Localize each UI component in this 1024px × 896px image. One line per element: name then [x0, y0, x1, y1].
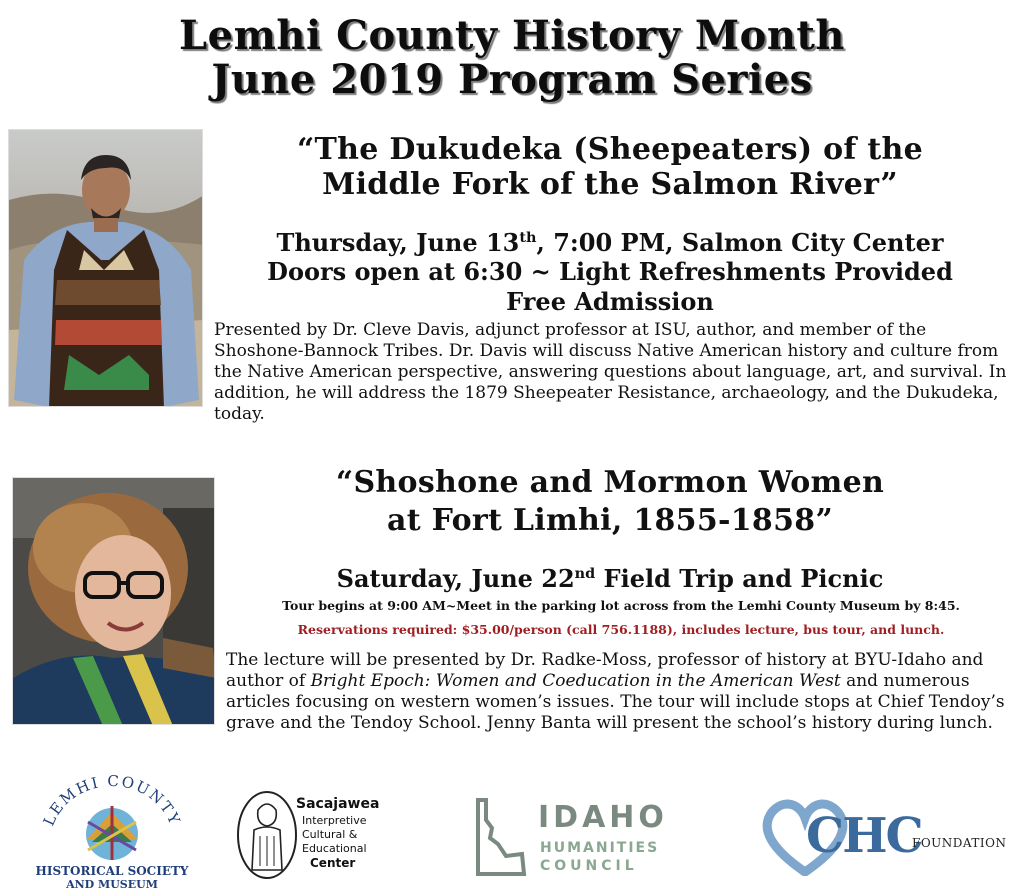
program-2-book-title: Bright Epoch: Women and Coeducation in the American West: [310, 671, 841, 691]
sacajawea-figure-icon: [236, 790, 298, 880]
lemhi-arc-text: LEMHI COUNTY: [39, 772, 185, 829]
program-1-description: Presented by Dr. Cleve Davis, adjunct professor at ISU, author, and member of the Shoshone-Bannock Tribes. Dr. Davis will discuss Native American history and culture from the Native American perspective, answering questions about language, art, and survival. In addition, he will address the 1879 Sheepeater Resistance, archaeology, and the Dukudeka, today.: [214, 320, 1007, 424]
program-2-desc-part-2: and numerous articles focusing on western women’s issues. The tour will include stops at Chief Tendoy’s grave and the Tendoy School. Jenny Banta will present the school’s history during lunch.: [226, 671, 1005, 733]
program-1-time-location: , 7:00 PM, Salmon City Center: [536, 228, 944, 257]
program-1-title-line-1: “The Dukudeka (Sheepeaters) of the: [296, 132, 924, 167]
program-1-date-time: [205, 229, 1015, 257]
humanities-word: HUMANITIES: [540, 840, 660, 856]
program-1-title-line-2: Middle Fork of the Salmon River”: [322, 167, 898, 202]
program-2-date-suffix: nd: [574, 565, 596, 582]
program-2-date: Saturday, June 22: [336, 564, 575, 593]
page-title-line-1: Lemhi County History Month: [179, 12, 845, 59]
saca-name: Sacajawea: [296, 796, 380, 812]
sacajawea-center-logo: [236, 790, 396, 890]
cleve-davis-photo: [8, 129, 203, 407]
program-2-title-line-1: “Shoshone and Mormon Women: [335, 465, 885, 500]
lemhi-logo-line-1: HISTORICAL SOCIETY: [35, 864, 189, 878]
program-2-reservations: Reservations required: $35.00/person (call 756.1188), includes lecture, bus tour, and lunch.: [297, 622, 945, 637]
program-2-title-line-2: at Fort Limhi, 1855-1858”: [386, 503, 834, 538]
saca-line-4: Educational: [302, 842, 367, 855]
saca-line-3: Cultural &: [302, 828, 358, 841]
program-2-tour-info: Tour begins at 9:00 AM~Meet in the parking lot across from the Lemhi County Museum by 8:45.: [282, 598, 960, 613]
idaho-state-outline-icon: [472, 798, 528, 876]
program-1-doors: Doors open at 6:30 ~ Light Refreshments Provided: [267, 257, 953, 286]
radke-moss-photo: [12, 477, 215, 725]
lemhi-emblem-icon: [32, 772, 192, 862]
saca-line-2: Interpretive: [302, 814, 367, 827]
council-word: COUNCIL: [540, 858, 638, 874]
foundation-word: FOUNDATION: [912, 836, 1007, 850]
chc-wordmark: CHC: [806, 808, 922, 864]
idaho-word: IDAHO: [538, 800, 668, 835]
program-1-admission: Free Admission: [506, 287, 714, 316]
saca-line-5: Center: [310, 856, 356, 870]
idaho-humanities-council-logo: [472, 798, 692, 878]
page-title-line-2: June 2019 Program Series: [211, 56, 813, 103]
program-2-event: Field Trip and Picnic: [595, 564, 884, 593]
program-1-date: Thursday, June 13: [276, 228, 520, 257]
lemhi-logo-line-2: AND MUSEUM: [66, 878, 158, 891]
lemhi-county-historical-society-logo: [32, 772, 192, 890]
program-1-date-suffix: th: [519, 229, 537, 246]
chc-foundation-logo: [760, 798, 1010, 878]
program-2-desc-part-1: The lecture will be presented by Dr. Radke-Moss, professor of history at BYU-Idaho and author of: [226, 650, 984, 691]
program-2-description: [226, 650, 1018, 734]
program-2-date-event: [205, 565, 1015, 593]
